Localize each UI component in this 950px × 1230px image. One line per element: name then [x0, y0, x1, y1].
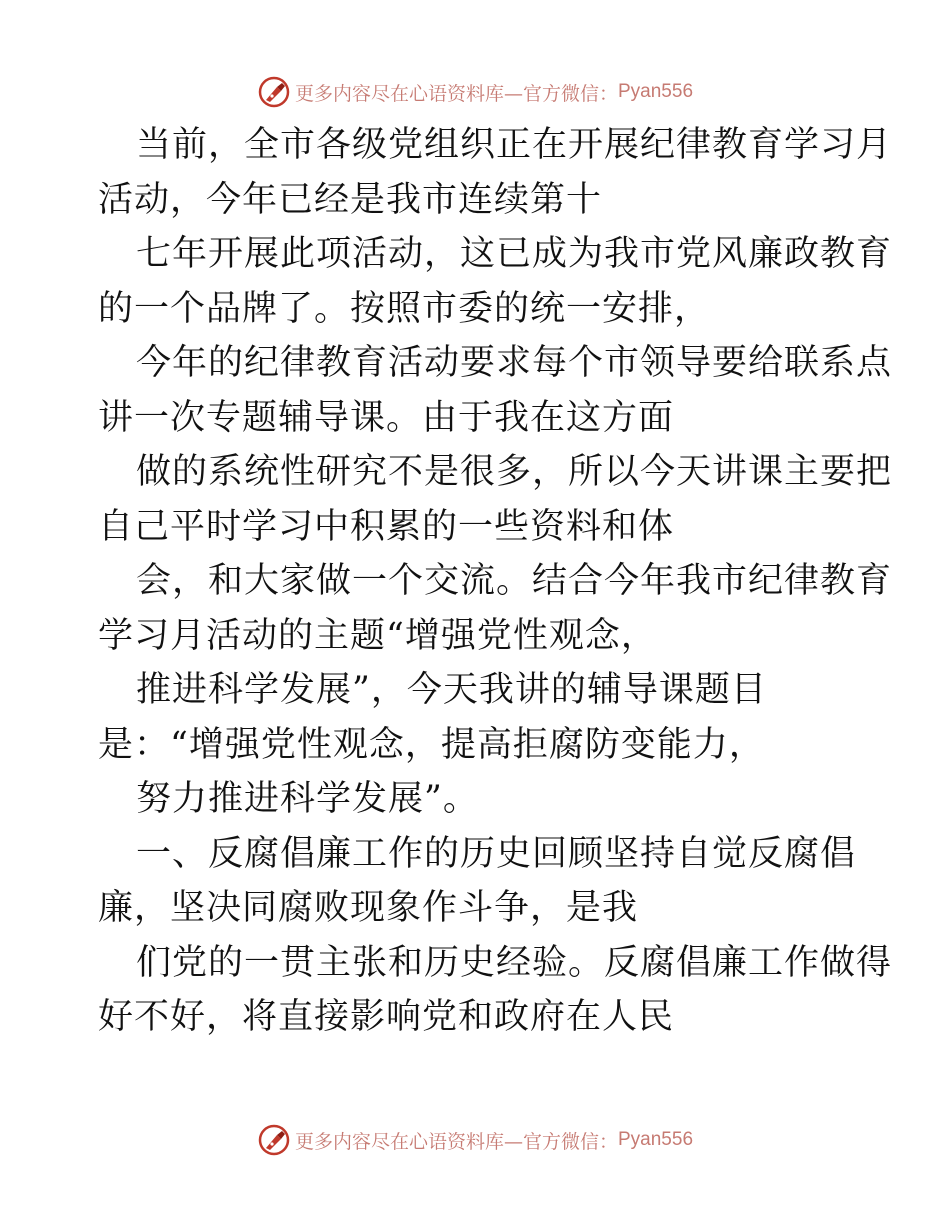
text-line: 是：“增强党性观念，提高拒腐防变能力，: [98, 724, 765, 765]
text-line: 廉，坚决同腐败现象作斗争，是我: [98, 888, 639, 928]
text-line: 做的系统性研究不是很多，所以今天讲课主要把: [136, 452, 893, 492]
watermark-text: 更多内容尽在心语资料库—官方微信：: [294, 82, 618, 105]
text-line: 七年开展此项活动，这已成为我市党风廉政教育: [136, 234, 893, 274]
watermark-text: 更多内容尽在心语资料库—官方微信：: [294, 1130, 618, 1153]
text-line: 努力推进科学发展”。: [136, 779, 479, 819]
watermark-wechat-id: Pyan556: [618, 81, 694, 102]
text-line: 活动，今年已经是我市连续第十: [98, 179, 603, 220]
header-watermark: [0, 72, 950, 112]
text-line: 自己平时学习中积累的一些资料和体: [98, 506, 675, 547]
pen-nib-logo-icon: [257, 1123, 291, 1157]
text-line: 当前，全市各级党组织正在开展纪律教育学习月: [136, 125, 893, 165]
footer-watermark: [0, 1120, 950, 1160]
text-line: 好不好，将直接影响党和政府在人民: [98, 997, 675, 1037]
text-line: 的一个品牌了。按照市委的统一安排，: [98, 288, 711, 329]
text-line: 会，和大家做一个交流。结合今年我市纪律教育: [136, 561, 893, 601]
text-line: 们党的一贯主张和历史经验。反腐倡廉工作做得: [136, 942, 893, 983]
text-line: 推进科学发展”，今天我讲的辅导课题目: [136, 670, 767, 710]
text-line: 讲一次专题辅导课。由于我在这方面: [98, 397, 675, 438]
text-line: 学习月活动的主题“增强党性观念，: [98, 615, 657, 656]
text-line: 今年的纪律教育活动要求每个市领导要给联系点: [136, 343, 893, 383]
pen-nib-logo-icon: [257, 75, 291, 109]
watermark-wechat-id: Pyan556: [618, 1129, 694, 1150]
text-line: 一、反腐倡廉工作的历史回顾坚持自觉反腐倡: [136, 833, 857, 874]
